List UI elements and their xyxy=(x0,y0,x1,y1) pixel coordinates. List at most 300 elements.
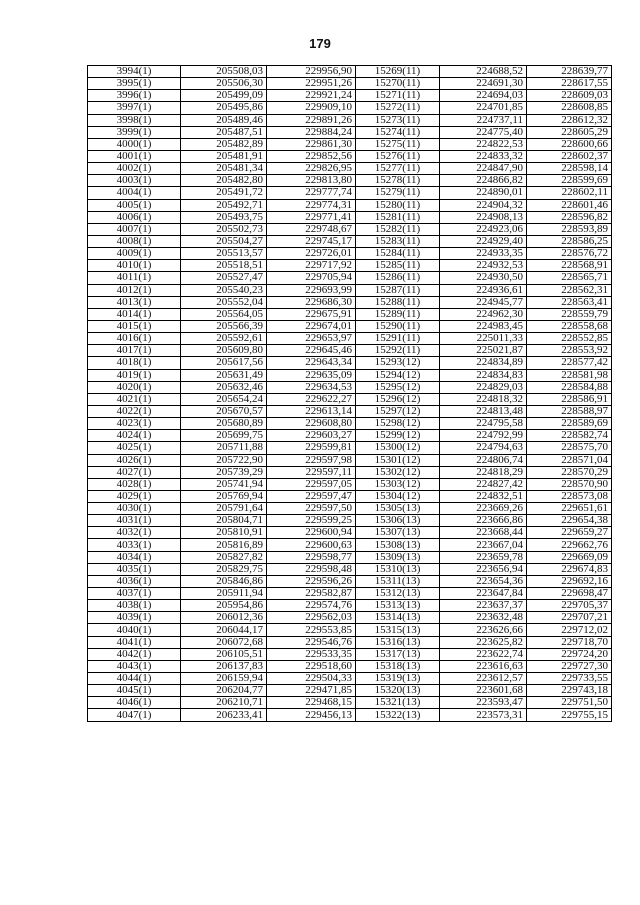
point-id-left-cell: 4041(1) xyxy=(88,636,181,648)
table-row xyxy=(88,527,612,539)
x-coordinate-left-cell: 206105,51 xyxy=(181,648,267,660)
y-coordinate-left-cell: 229553,85 xyxy=(267,624,356,636)
y-coordinate-right-cell: 229651,61 xyxy=(527,503,612,515)
y-coordinate-left-cell: 229774,31 xyxy=(267,199,356,211)
y-coordinate-left-cell: 229748,67 xyxy=(267,223,356,235)
point-id-left-cell: 4024(1) xyxy=(88,430,181,442)
point-id-right-cell: 15273(11) xyxy=(356,114,440,126)
point-id-right-cell: 15318(13) xyxy=(356,660,440,672)
x-coordinate-right-cell: 223654,36 xyxy=(440,575,527,587)
y-coordinate-left-cell: 229582,87 xyxy=(267,588,356,600)
x-coordinate-right-cell: 224962,30 xyxy=(440,308,527,320)
table-row xyxy=(88,248,612,260)
y-coordinate-right-cell: 229654,38 xyxy=(527,515,612,527)
table-row xyxy=(88,114,612,126)
x-coordinate-left-cell: 205566,39 xyxy=(181,320,267,332)
x-coordinate-left-cell: 205491,72 xyxy=(181,187,267,199)
table-row xyxy=(88,624,612,636)
table-row xyxy=(88,600,612,612)
x-coordinate-right-cell: 224923,06 xyxy=(440,223,527,235)
point-id-right-cell: 15279(11) xyxy=(356,187,440,199)
x-coordinate-left-cell: 205482,80 xyxy=(181,175,267,187)
x-coordinate-right-cell: 223593,47 xyxy=(440,697,527,709)
y-coordinate-left-cell: 229884,24 xyxy=(267,126,356,138)
x-coordinate-left-cell: 206012,36 xyxy=(181,612,267,624)
y-coordinate-right-cell: 228559,79 xyxy=(527,308,612,320)
point-id-left-cell: 4008(1) xyxy=(88,235,181,247)
point-id-right-cell: 15313(13) xyxy=(356,600,440,612)
point-id-right-cell: 15294(12) xyxy=(356,369,440,381)
y-coordinate-left-cell: 229861,30 xyxy=(267,138,356,150)
y-coordinate-left-cell: 229951,26 xyxy=(267,78,356,90)
table-row xyxy=(88,442,612,454)
y-coordinate-right-cell: 229755,15 xyxy=(527,709,612,721)
x-coordinate-right-cell: 223612,57 xyxy=(440,673,527,685)
table-row xyxy=(88,673,612,685)
point-id-right-cell: 15293(12) xyxy=(356,357,440,369)
point-id-left-cell: 4006(1) xyxy=(88,211,181,223)
x-coordinate-left-cell: 205827,82 xyxy=(181,551,267,563)
y-coordinate-right-cell: 228558,68 xyxy=(527,320,612,332)
point-id-left-cell: 4014(1) xyxy=(88,308,181,320)
y-coordinate-left-cell: 229826,95 xyxy=(267,163,356,175)
x-coordinate-left-cell: 205739,29 xyxy=(181,466,267,478)
table-row xyxy=(88,308,612,320)
point-id-left-cell: 4032(1) xyxy=(88,527,181,539)
point-id-right-cell: 15305(13) xyxy=(356,503,440,515)
x-coordinate-right-cell: 224933,35 xyxy=(440,248,527,260)
y-coordinate-left-cell: 229645,46 xyxy=(267,345,356,357)
table-row xyxy=(88,126,612,138)
x-coordinate-right-cell: 224930,50 xyxy=(440,272,527,284)
x-coordinate-left-cell: 205527,47 xyxy=(181,272,267,284)
y-coordinate-left-cell: 229852,56 xyxy=(267,150,356,162)
y-coordinate-right-cell: 228602,37 xyxy=(527,150,612,162)
y-coordinate-left-cell: 229598,77 xyxy=(267,551,356,563)
y-coordinate-right-cell: 229733,55 xyxy=(527,673,612,685)
y-coordinate-left-cell: 229717,92 xyxy=(267,260,356,272)
point-id-left-cell: 4020(1) xyxy=(88,381,181,393)
point-id-right-cell: 15295(12) xyxy=(356,381,440,393)
table-row xyxy=(88,272,612,284)
point-id-right-cell: 15298(12) xyxy=(356,418,440,430)
y-coordinate-left-cell: 229597,11 xyxy=(267,466,356,478)
y-coordinate-right-cell: 228553,92 xyxy=(527,345,612,357)
point-id-right-cell: 15322(13) xyxy=(356,709,440,721)
y-coordinate-left-cell: 229686,30 xyxy=(267,296,356,308)
table-row xyxy=(88,369,612,381)
x-coordinate-right-cell: 224829,03 xyxy=(440,381,527,393)
x-coordinate-left-cell: 205502,73 xyxy=(181,223,267,235)
page-number: 179 xyxy=(309,36,331,51)
x-coordinate-right-cell: 224691,30 xyxy=(440,78,527,90)
point-id-right-cell: 15301(12) xyxy=(356,454,440,466)
x-coordinate-right-cell: 223667,04 xyxy=(440,539,527,551)
table-row xyxy=(88,478,612,490)
table-row xyxy=(88,211,612,223)
y-coordinate-left-cell: 229597,47 xyxy=(267,490,356,502)
point-id-left-cell: 4010(1) xyxy=(88,260,181,272)
point-id-right-cell: 15285(11) xyxy=(356,260,440,272)
x-coordinate-right-cell: 224932,53 xyxy=(440,260,527,272)
table-body xyxy=(88,66,612,722)
y-coordinate-right-cell: 229727,30 xyxy=(527,660,612,672)
point-id-left-cell: 4028(1) xyxy=(88,478,181,490)
point-id-right-cell: 15274(11) xyxy=(356,126,440,138)
y-coordinate-left-cell: 229726,01 xyxy=(267,248,356,260)
point-id-left-cell: 4025(1) xyxy=(88,442,181,454)
point-id-left-cell: 4017(1) xyxy=(88,345,181,357)
point-id-right-cell: 15299(12) xyxy=(356,430,440,442)
point-id-left-cell: 4015(1) xyxy=(88,320,181,332)
point-id-left-cell: 3995(1) xyxy=(88,78,181,90)
point-id-left-cell: 4037(1) xyxy=(88,588,181,600)
y-coordinate-right-cell: 229674,83 xyxy=(527,563,612,575)
point-id-left-cell: 4026(1) xyxy=(88,454,181,466)
y-coordinate-left-cell: 229596,26 xyxy=(267,575,356,587)
point-id-left-cell: 4031(1) xyxy=(88,515,181,527)
y-coordinate-right-cell: 228586,25 xyxy=(527,235,612,247)
point-id-left-cell: 4038(1) xyxy=(88,600,181,612)
y-coordinate-right-cell: 228552,85 xyxy=(527,333,612,345)
table-row xyxy=(88,575,612,587)
point-id-right-cell: 15314(13) xyxy=(356,612,440,624)
y-coordinate-right-cell: 228601,46 xyxy=(527,199,612,211)
point-id-right-cell: 15321(13) xyxy=(356,697,440,709)
table-row xyxy=(88,90,612,102)
table-row xyxy=(88,175,612,187)
y-coordinate-right-cell: 228600,66 xyxy=(527,138,612,150)
y-coordinate-right-cell: 228563,41 xyxy=(527,296,612,308)
point-id-left-cell: 4016(1) xyxy=(88,333,181,345)
x-coordinate-right-cell: 224929,40 xyxy=(440,235,527,247)
x-coordinate-right-cell: 223622,74 xyxy=(440,648,527,660)
x-coordinate-right-cell: 224936,61 xyxy=(440,284,527,296)
x-coordinate-right-cell: 223637,37 xyxy=(440,600,527,612)
x-coordinate-right-cell: 223659,78 xyxy=(440,551,527,563)
point-id-right-cell: 15290(11) xyxy=(356,320,440,332)
y-coordinate-left-cell: 229546,76 xyxy=(267,636,356,648)
table-row xyxy=(88,636,612,648)
y-coordinate-left-cell: 229705,94 xyxy=(267,272,356,284)
y-coordinate-right-cell: 228588,97 xyxy=(527,405,612,417)
x-coordinate-right-cell: 224866,82 xyxy=(440,175,527,187)
x-coordinate-left-cell: 205592,61 xyxy=(181,333,267,345)
y-coordinate-right-cell: 228570,29 xyxy=(527,466,612,478)
x-coordinate-right-cell: 223647,84 xyxy=(440,588,527,600)
x-coordinate-right-cell: 224832,51 xyxy=(440,490,527,502)
x-coordinate-left-cell: 205670,57 xyxy=(181,405,267,417)
x-coordinate-left-cell: 205632,46 xyxy=(181,381,267,393)
x-coordinate-left-cell: 205492,71 xyxy=(181,199,267,211)
x-coordinate-left-cell: 206204,77 xyxy=(181,685,267,697)
table-row xyxy=(88,405,612,417)
x-coordinate-left-cell: 206210,71 xyxy=(181,697,267,709)
point-id-right-cell: 15296(12) xyxy=(356,393,440,405)
x-coordinate-right-cell: 223669,26 xyxy=(440,503,527,515)
x-coordinate-left-cell: 205506,30 xyxy=(181,78,267,90)
table-row xyxy=(88,466,612,478)
x-coordinate-right-cell: 224792,99 xyxy=(440,430,527,442)
point-id-left-cell: 4007(1) xyxy=(88,223,181,235)
x-coordinate-right-cell: 225021,87 xyxy=(440,345,527,357)
point-id-left-cell: 4022(1) xyxy=(88,405,181,417)
x-coordinate-right-cell: 224813,48 xyxy=(440,405,527,417)
x-coordinate-left-cell: 205711,88 xyxy=(181,442,267,454)
y-coordinate-left-cell: 229600,63 xyxy=(267,539,356,551)
x-coordinate-right-cell: 223666,86 xyxy=(440,515,527,527)
y-coordinate-left-cell: 229622,27 xyxy=(267,393,356,405)
x-coordinate-left-cell: 205518,51 xyxy=(181,260,267,272)
point-id-left-cell: 4000(1) xyxy=(88,138,181,150)
point-id-right-cell: 15277(11) xyxy=(356,163,440,175)
y-coordinate-right-cell: 228575,70 xyxy=(527,442,612,454)
y-coordinate-left-cell: 229608,80 xyxy=(267,418,356,430)
x-coordinate-left-cell: 205609,80 xyxy=(181,345,267,357)
x-coordinate-left-cell: 205481,34 xyxy=(181,163,267,175)
point-id-left-cell: 4018(1) xyxy=(88,357,181,369)
point-id-left-cell: 4047(1) xyxy=(88,709,181,721)
x-coordinate-right-cell: 224694,03 xyxy=(440,90,527,102)
x-coordinate-right-cell: 224794,63 xyxy=(440,442,527,454)
point-id-left-cell: 4012(1) xyxy=(88,284,181,296)
y-coordinate-right-cell: 228582,74 xyxy=(527,430,612,442)
y-coordinate-right-cell: 228568,91 xyxy=(527,260,612,272)
point-id-right-cell: 15297(12) xyxy=(356,405,440,417)
x-coordinate-right-cell: 224775,40 xyxy=(440,126,527,138)
point-id-left-cell: 4034(1) xyxy=(88,551,181,563)
table-row xyxy=(88,515,612,527)
y-coordinate-right-cell: 228608,85 xyxy=(527,102,612,114)
point-id-left-cell: 4011(1) xyxy=(88,272,181,284)
table-row xyxy=(88,539,612,551)
y-coordinate-right-cell: 228609,03 xyxy=(527,90,612,102)
y-coordinate-left-cell: 229613,14 xyxy=(267,405,356,417)
x-coordinate-left-cell: 205482,89 xyxy=(181,138,267,150)
point-id-right-cell: 15280(11) xyxy=(356,199,440,211)
point-id-right-cell: 15316(13) xyxy=(356,636,440,648)
table-row xyxy=(88,150,612,162)
y-coordinate-right-cell: 228565,71 xyxy=(527,272,612,284)
x-coordinate-right-cell: 223601,68 xyxy=(440,685,527,697)
x-coordinate-right-cell: 224847,90 xyxy=(440,163,527,175)
y-coordinate-left-cell: 229599,25 xyxy=(267,515,356,527)
table-row xyxy=(88,333,612,345)
y-coordinate-right-cell: 228599,69 xyxy=(527,175,612,187)
table-row xyxy=(88,588,612,600)
x-coordinate-left-cell: 206137,83 xyxy=(181,660,267,672)
point-id-left-cell: 3997(1) xyxy=(88,102,181,114)
point-id-left-cell: 4033(1) xyxy=(88,539,181,551)
y-coordinate-right-cell: 229712,02 xyxy=(527,624,612,636)
y-coordinate-right-cell: 229718,70 xyxy=(527,636,612,648)
x-coordinate-left-cell: 205487,51 xyxy=(181,126,267,138)
y-coordinate-right-cell: 229705,37 xyxy=(527,600,612,612)
table-row xyxy=(88,357,612,369)
x-coordinate-right-cell: 223625,82 xyxy=(440,636,527,648)
y-coordinate-right-cell: 229659,27 xyxy=(527,527,612,539)
table-row xyxy=(88,223,612,235)
x-coordinate-left-cell: 206233,41 xyxy=(181,709,267,721)
table-row xyxy=(88,199,612,211)
y-coordinate-right-cell: 228612,32 xyxy=(527,114,612,126)
x-coordinate-right-cell: 224834,83 xyxy=(440,369,527,381)
point-id-right-cell: 15269(11) xyxy=(356,66,440,78)
y-coordinate-left-cell: 229745,17 xyxy=(267,235,356,247)
x-coordinate-left-cell: 205741,94 xyxy=(181,478,267,490)
point-id-right-cell: 15282(11) xyxy=(356,223,440,235)
y-coordinate-left-cell: 229533,35 xyxy=(267,648,356,660)
y-coordinate-left-cell: 229635,09 xyxy=(267,369,356,381)
table-row xyxy=(88,612,612,624)
point-id-left-cell: 4004(1) xyxy=(88,187,181,199)
x-coordinate-left-cell: 205911,94 xyxy=(181,588,267,600)
x-coordinate-left-cell: 205493,75 xyxy=(181,211,267,223)
x-coordinate-right-cell: 224701,85 xyxy=(440,102,527,114)
table-row xyxy=(88,660,612,672)
y-coordinate-left-cell: 229634,53 xyxy=(267,381,356,393)
table-row xyxy=(88,563,612,575)
point-id-right-cell: 15304(12) xyxy=(356,490,440,502)
point-id-left-cell: 4005(1) xyxy=(88,199,181,211)
y-coordinate-left-cell: 229675,91 xyxy=(267,308,356,320)
y-coordinate-right-cell: 229724,20 xyxy=(527,648,612,660)
y-coordinate-left-cell: 229574,76 xyxy=(267,600,356,612)
point-id-left-cell: 4042(1) xyxy=(88,648,181,660)
x-coordinate-right-cell: 224983,45 xyxy=(440,320,527,332)
x-coordinate-right-cell: 224890,01 xyxy=(440,187,527,199)
y-coordinate-left-cell: 229600,94 xyxy=(267,527,356,539)
point-id-right-cell: 15276(11) xyxy=(356,150,440,162)
table-row xyxy=(88,685,612,697)
point-id-left-cell: 3996(1) xyxy=(88,90,181,102)
x-coordinate-left-cell: 205489,46 xyxy=(181,114,267,126)
point-id-right-cell: 15303(12) xyxy=(356,478,440,490)
y-coordinate-right-cell: 229692,16 xyxy=(527,575,612,587)
x-coordinate-left-cell: 205791,64 xyxy=(181,503,267,515)
point-id-left-cell: 4044(1) xyxy=(88,673,181,685)
point-id-right-cell: 15310(13) xyxy=(356,563,440,575)
table-row xyxy=(88,284,612,296)
point-id-left-cell: 3999(1) xyxy=(88,126,181,138)
y-coordinate-right-cell: 228589,69 xyxy=(527,418,612,430)
point-id-right-cell: 15309(13) xyxy=(356,551,440,563)
y-coordinate-left-cell: 229693,99 xyxy=(267,284,356,296)
x-coordinate-left-cell: 205481,91 xyxy=(181,150,267,162)
table-row xyxy=(88,163,612,175)
point-id-left-cell: 4030(1) xyxy=(88,503,181,515)
y-coordinate-right-cell: 228602,11 xyxy=(527,187,612,199)
x-coordinate-right-cell: 223616,63 xyxy=(440,660,527,672)
point-id-right-cell: 15287(11) xyxy=(356,284,440,296)
y-coordinate-right-cell: 228639,77 xyxy=(527,66,612,78)
table-row xyxy=(88,187,612,199)
point-id-left-cell: 4045(1) xyxy=(88,685,181,697)
point-id-right-cell: 15284(11) xyxy=(356,248,440,260)
point-id-right-cell: 15291(11) xyxy=(356,333,440,345)
point-id-left-cell: 4035(1) xyxy=(88,563,181,575)
table-row xyxy=(88,66,612,78)
table-row xyxy=(88,345,612,357)
table-row xyxy=(88,709,612,721)
point-id-left-cell: 4013(1) xyxy=(88,296,181,308)
x-coordinate-left-cell: 205680,89 xyxy=(181,418,267,430)
point-id-right-cell: 15300(12) xyxy=(356,442,440,454)
x-coordinate-right-cell: 223668,44 xyxy=(440,527,527,539)
coordinates-table xyxy=(87,65,612,722)
y-coordinate-right-cell: 229743,18 xyxy=(527,685,612,697)
y-coordinate-left-cell: 229771,41 xyxy=(267,211,356,223)
y-coordinate-right-cell: 228617,55 xyxy=(527,78,612,90)
point-id-left-cell: 4021(1) xyxy=(88,393,181,405)
point-id-right-cell: 15302(12) xyxy=(356,466,440,478)
x-coordinate-right-cell: 224795,58 xyxy=(440,418,527,430)
y-coordinate-right-cell: 228598,14 xyxy=(527,163,612,175)
point-id-right-cell: 15288(11) xyxy=(356,296,440,308)
y-coordinate-left-cell: 229562,03 xyxy=(267,612,356,624)
x-coordinate-left-cell: 205654,24 xyxy=(181,393,267,405)
point-id-left-cell: 4001(1) xyxy=(88,150,181,162)
y-coordinate-right-cell: 228581,98 xyxy=(527,369,612,381)
y-coordinate-right-cell: 228605,29 xyxy=(527,126,612,138)
x-coordinate-left-cell: 206159,94 xyxy=(181,673,267,685)
x-coordinate-right-cell: 224908,13 xyxy=(440,211,527,223)
y-coordinate-right-cell: 228593,89 xyxy=(527,223,612,235)
table-row xyxy=(88,454,612,466)
x-coordinate-left-cell: 205499,09 xyxy=(181,90,267,102)
point-id-right-cell: 15311(13) xyxy=(356,575,440,587)
y-coordinate-left-cell: 229504,33 xyxy=(267,673,356,685)
table-row xyxy=(88,138,612,150)
point-id-left-cell: 3994(1) xyxy=(88,66,181,78)
point-id-right-cell: 15292(11) xyxy=(356,345,440,357)
table-row xyxy=(88,78,612,90)
x-coordinate-left-cell: 205504,27 xyxy=(181,235,267,247)
point-id-right-cell: 15312(13) xyxy=(356,588,440,600)
point-id-left-cell: 4029(1) xyxy=(88,490,181,502)
x-coordinate-right-cell: 224822,53 xyxy=(440,138,527,150)
x-coordinate-right-cell: 224834,89 xyxy=(440,357,527,369)
x-coordinate-left-cell: 205699,75 xyxy=(181,430,267,442)
point-id-right-cell: 15319(13) xyxy=(356,673,440,685)
x-coordinate-left-cell: 205810,91 xyxy=(181,527,267,539)
x-coordinate-left-cell: 205816,89 xyxy=(181,539,267,551)
y-coordinate-left-cell: 229597,50 xyxy=(267,503,356,515)
y-coordinate-right-cell: 229698,47 xyxy=(527,588,612,600)
y-coordinate-left-cell: 229456,13 xyxy=(267,709,356,721)
point-id-right-cell: 15315(13) xyxy=(356,624,440,636)
x-coordinate-right-cell: 225011,33 xyxy=(440,333,527,345)
y-coordinate-right-cell: 228573,08 xyxy=(527,490,612,502)
x-coordinate-left-cell: 205617,56 xyxy=(181,357,267,369)
point-id-left-cell: 4009(1) xyxy=(88,248,181,260)
table-row xyxy=(88,648,612,660)
x-coordinate-right-cell: 224827,42 xyxy=(440,478,527,490)
point-id-right-cell: 15320(13) xyxy=(356,685,440,697)
y-coordinate-right-cell: 229662,76 xyxy=(527,539,612,551)
y-coordinate-left-cell: 229598,48 xyxy=(267,563,356,575)
table-row xyxy=(88,296,612,308)
point-id-right-cell: 15275(11) xyxy=(356,138,440,150)
point-id-right-cell: 15317(13) xyxy=(356,648,440,660)
table-row xyxy=(88,697,612,709)
y-coordinate-right-cell: 229707,21 xyxy=(527,612,612,624)
y-coordinate-left-cell: 229599,81 xyxy=(267,442,356,454)
y-coordinate-left-cell: 229891,26 xyxy=(267,114,356,126)
y-coordinate-right-cell: 228576,72 xyxy=(527,248,612,260)
point-id-left-cell: 4019(1) xyxy=(88,369,181,381)
y-coordinate-left-cell: 229643,34 xyxy=(267,357,356,369)
